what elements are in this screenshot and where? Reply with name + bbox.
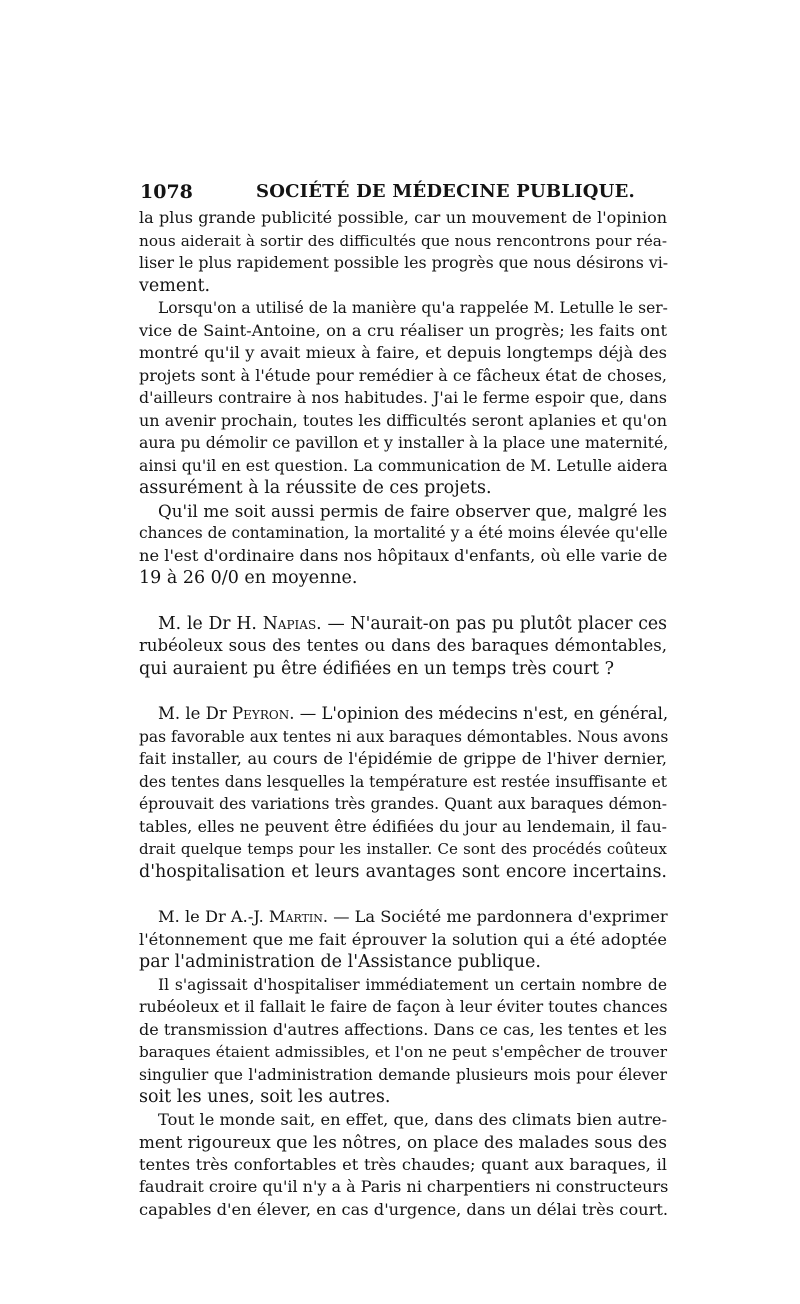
speaker-paragraph-martin [139, 906, 667, 974]
paragraph [139, 207, 667, 297]
text-line: Il s'agissait d'hospitaliser immédiatement un certain nombre de [158, 975, 667, 994]
speaker-name: A.-J. Martin. [230, 907, 329, 926]
text-line: fait installer, au cours de l'épidémie de grippe de l'hiver dernier, [139, 749, 667, 768]
text-line: assurément à la réussite de ces projets. [139, 478, 492, 498]
text-line: rubéoleux et il fallait le faire de façon à leur éviter toutes chances [139, 997, 668, 1016]
speaker-name: H. Napias. [236, 613, 322, 634]
running-title: SOCIÉTÉ DE MÉDECINE PUBLIQUE. [256, 181, 635, 202]
page-header [140, 181, 666, 207]
text-line [139, 703, 667, 726]
text-line: qui auraient pu être édifiées en un temps très court ? [139, 658, 615, 679]
paragraph-spacer [139, 590, 667, 613]
text-line: ainsi qu'il en est question. La communication de M. Letulle aidera [139, 455, 668, 475]
text-line [139, 906, 667, 929]
speaker-prefix: M. le Dr [158, 907, 226, 926]
text-line: drait quelque temps pour les installer. Ce sont des procédés coûteux [139, 840, 667, 858]
text-line: d'ailleurs contraire à nos habitudes. J'ai le ferme espoir que, dans [139, 388, 667, 407]
text-line: Qu'il me soit aussi permis de faire observer que, malgré les [158, 500, 667, 521]
line-remainder: — N'aurait-on pas pu plutôt placer ces [321, 613, 667, 634]
paragraph-spacer [139, 883, 667, 906]
text-line: l'étonnement que me fait éprouver la solution qui a été adoptée [139, 929, 667, 949]
text-line: singulier que l'administration demande plusieurs mois pour élever [139, 1065, 667, 1084]
text-line: tables, elles ne peuvent être édifiées du jour au lendemain, il fau- [139, 816, 667, 836]
speaker-paragraph-napias [139, 613, 667, 681]
text-line [139, 613, 667, 636]
text-line: éprouvait des variations très grandes. Quant aux baraques démon- [139, 795, 667, 813]
text-line: nous aiderait à sortir des difficultés que nous rencontrons pour réa- [139, 231, 667, 250]
line-remainder: — L'opinion des médecins n'est, en général, [294, 704, 669, 723]
speaker-prefix: M. le Dr [158, 704, 227, 723]
text-line: un avenir prochain, toutes les difficultés seront aplanies et qu'on [139, 410, 667, 430]
text-line: liser le plus rapidement possible les progrès que nous désirons vi- [139, 253, 669, 272]
text-line: rubéoleux sous des tentes ou dans des baraques démontables, [139, 636, 667, 655]
text-line: la plus grande publicité possible, car un mouvement de l'opinion [139, 208, 667, 227]
text-line: 19 à 26 0/0 en moyenne. [139, 568, 358, 588]
page-body [139, 207, 667, 1221]
page-number: 1078 [140, 181, 193, 203]
paragraph [139, 297, 667, 500]
speaker-paragraph-peyron [139, 703, 667, 883]
paragraph [139, 1109, 667, 1222]
text-line: projets sont à l'étude pour remédier à ce fâcheux état de choses, [139, 365, 667, 385]
text-line: de transmission d'autres affections. Dans ce cas, les tentes et les [139, 1019, 667, 1039]
line-remainder: — La Société me pardonnera d'exprimer [328, 907, 668, 926]
text-line: faudrait croire qu'il n'y a à Paris ni charpentiers ni constructeurs [139, 1177, 669, 1196]
text-line: par l'administration de l'Assistance publique. [139, 952, 541, 972]
text-line: d'hospitalisation et leurs avantages sont encore incertains. [139, 861, 667, 882]
paragraph [139, 500, 667, 590]
text-line: ne l'est d'ordinaire dans nos hôpitaux d'enfants, où elle varie de [139, 545, 668, 565]
text-line: pas favorable aux tentes ni aux baraques démontables. Nous avons [139, 727, 669, 746]
text-line: vice de Saint-Antoine, on a cru réaliser un progrès; les faits ont [139, 320, 667, 340]
text-line: Tout le monde sait, en effet, que, dans des climats bien autre- [158, 1109, 667, 1129]
paragraph-spacer [139, 680, 667, 703]
text-line: vement. [139, 275, 211, 296]
text-line: montré qu'il y avait mieux à faire, et depuis longtemps déjà des [139, 343, 667, 362]
text-line: capables d'en élever, en cas d'urgence, dans un délai très court. [139, 1199, 669, 1219]
paragraph [139, 974, 667, 1109]
text-line: aura pu démolir ce pavillon et y installer à la place une maternité, [139, 433, 669, 452]
text-line: soit les unes, soit les autres. [139, 1087, 391, 1107]
speaker-name: Peyron. [232, 704, 295, 723]
text-line: Lorsqu'on a utilisé de la manière qu'a rappelée M. Letulle le ser- [158, 299, 668, 317]
text-line: chances de contamination, la mortalité y a été moins élevée qu'elle [139, 524, 668, 542]
speaker-prefix: M. le Dr [158, 613, 231, 634]
text-line: baraques étaient admissibles, et l'on ne peut s'empêcher de trouver [139, 1043, 667, 1061]
text-line: des tentes dans lesquelles la température est restée insuffisante et [139, 772, 667, 791]
text-line: tentes très confortables et très chaudes; quant aux baraques, il [139, 1154, 667, 1174]
text-line: ment rigoureux que les nôtres, on place des malades sous des [139, 1132, 667, 1152]
